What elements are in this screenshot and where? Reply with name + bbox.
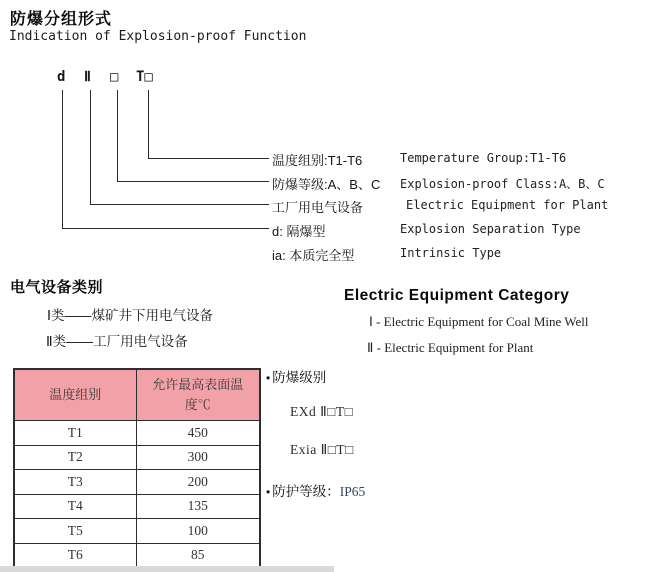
diagram-label-temp-group-cn: 温度组别:T1-T6 (272, 153, 363, 168)
code-exia: Exia Ⅱ□T□ (290, 442, 354, 457)
cell-group: T1 (14, 421, 136, 446)
connector-line-Tbox (148, 90, 269, 159)
diagram-label-class-en: Explosion-proof Class:A、B、C (400, 177, 605, 191)
cell-temp: 85 (136, 543, 260, 568)
table-row (14, 445, 260, 470)
diagram-symbol-box: □ (110, 69, 119, 85)
table-row (14, 470, 260, 495)
category-heading-en: Electric Equipment Category (344, 287, 570, 304)
category-item-2-en: Ⅱ - Electric Equipment for Plant (367, 340, 534, 355)
cell-group: T3 (14, 470, 136, 495)
category-item-1-cn: Ⅰ类——煤矿井下用电气设备 (47, 308, 213, 323)
cell-temp: 450 (136, 421, 260, 446)
table-row (14, 421, 260, 446)
cell-temp: 300 (136, 445, 260, 470)
diagram-label-ia-type-cn: ia: 本质完全型 (272, 248, 355, 263)
diagram-label-d-type-cn: d: 隔爆型 (272, 224, 326, 239)
temperature-table (13, 368, 261, 569)
cell-temp: 100 (136, 519, 260, 544)
cell-group: T2 (14, 445, 136, 470)
bullet-icon: • (266, 371, 271, 385)
page-title-en: Indication of Explosion-proof Function (9, 29, 307, 44)
diagram-label-ia-type-en: Intrinsic Type (400, 246, 502, 260)
diagram-symbol-d: d (57, 69, 66, 85)
table-row (14, 519, 260, 544)
diagram-label-class-cn: 防爆等级:A、B、C (272, 177, 381, 192)
cell-temp: 135 (136, 494, 260, 519)
diagram-label-d-type-en: Explosion Separation Type (400, 222, 581, 236)
explosion-class-label: 防爆级别 (272, 370, 327, 385)
diagram-symbol-Tbox: T□ (136, 69, 153, 85)
col-header-temp-group: 温度组别 (14, 369, 136, 421)
table-row (14, 494, 260, 519)
category-item-2-cn: Ⅱ类——工厂用电气设备 (46, 334, 188, 349)
category-item-1-en: Ⅰ - Electric Equipment for Coal Mine Well (369, 314, 589, 329)
bullet-icon: • (266, 485, 271, 499)
protection-label: 防护等级： (272, 484, 340, 499)
protection-value: IP65 (339, 484, 366, 499)
diagram-label-plant-cn: 工厂用电气设备 (272, 200, 364, 215)
cell-group: T6 (14, 543, 136, 568)
diagram-label-temp-group-en: Temperature Group:T1-T6 (400, 151, 567, 165)
col-header-max-surface-temp: 允许最高表面温度℃ (136, 369, 260, 421)
page-title-cn: 防爆分组形式 (10, 11, 113, 28)
diagram-symbol-II: Ⅱ (84, 69, 91, 85)
protection-bullet-line (266, 480, 365, 500)
cell-group: T5 (14, 519, 136, 544)
code-exd: EXd Ⅱ□T□ (290, 404, 354, 419)
table-header-row (14, 369, 260, 421)
cell-group: T4 (14, 494, 136, 519)
cell-temp: 200 (136, 470, 260, 495)
table-row (14, 543, 260, 568)
category-heading-cn: 电气设备类别 (10, 279, 104, 296)
explosion-class-bullet-line (266, 366, 326, 386)
scan-artifact-strip (0, 566, 334, 572)
diagram-label-plant-en: Electric Equipment for Plant (406, 198, 609, 212)
